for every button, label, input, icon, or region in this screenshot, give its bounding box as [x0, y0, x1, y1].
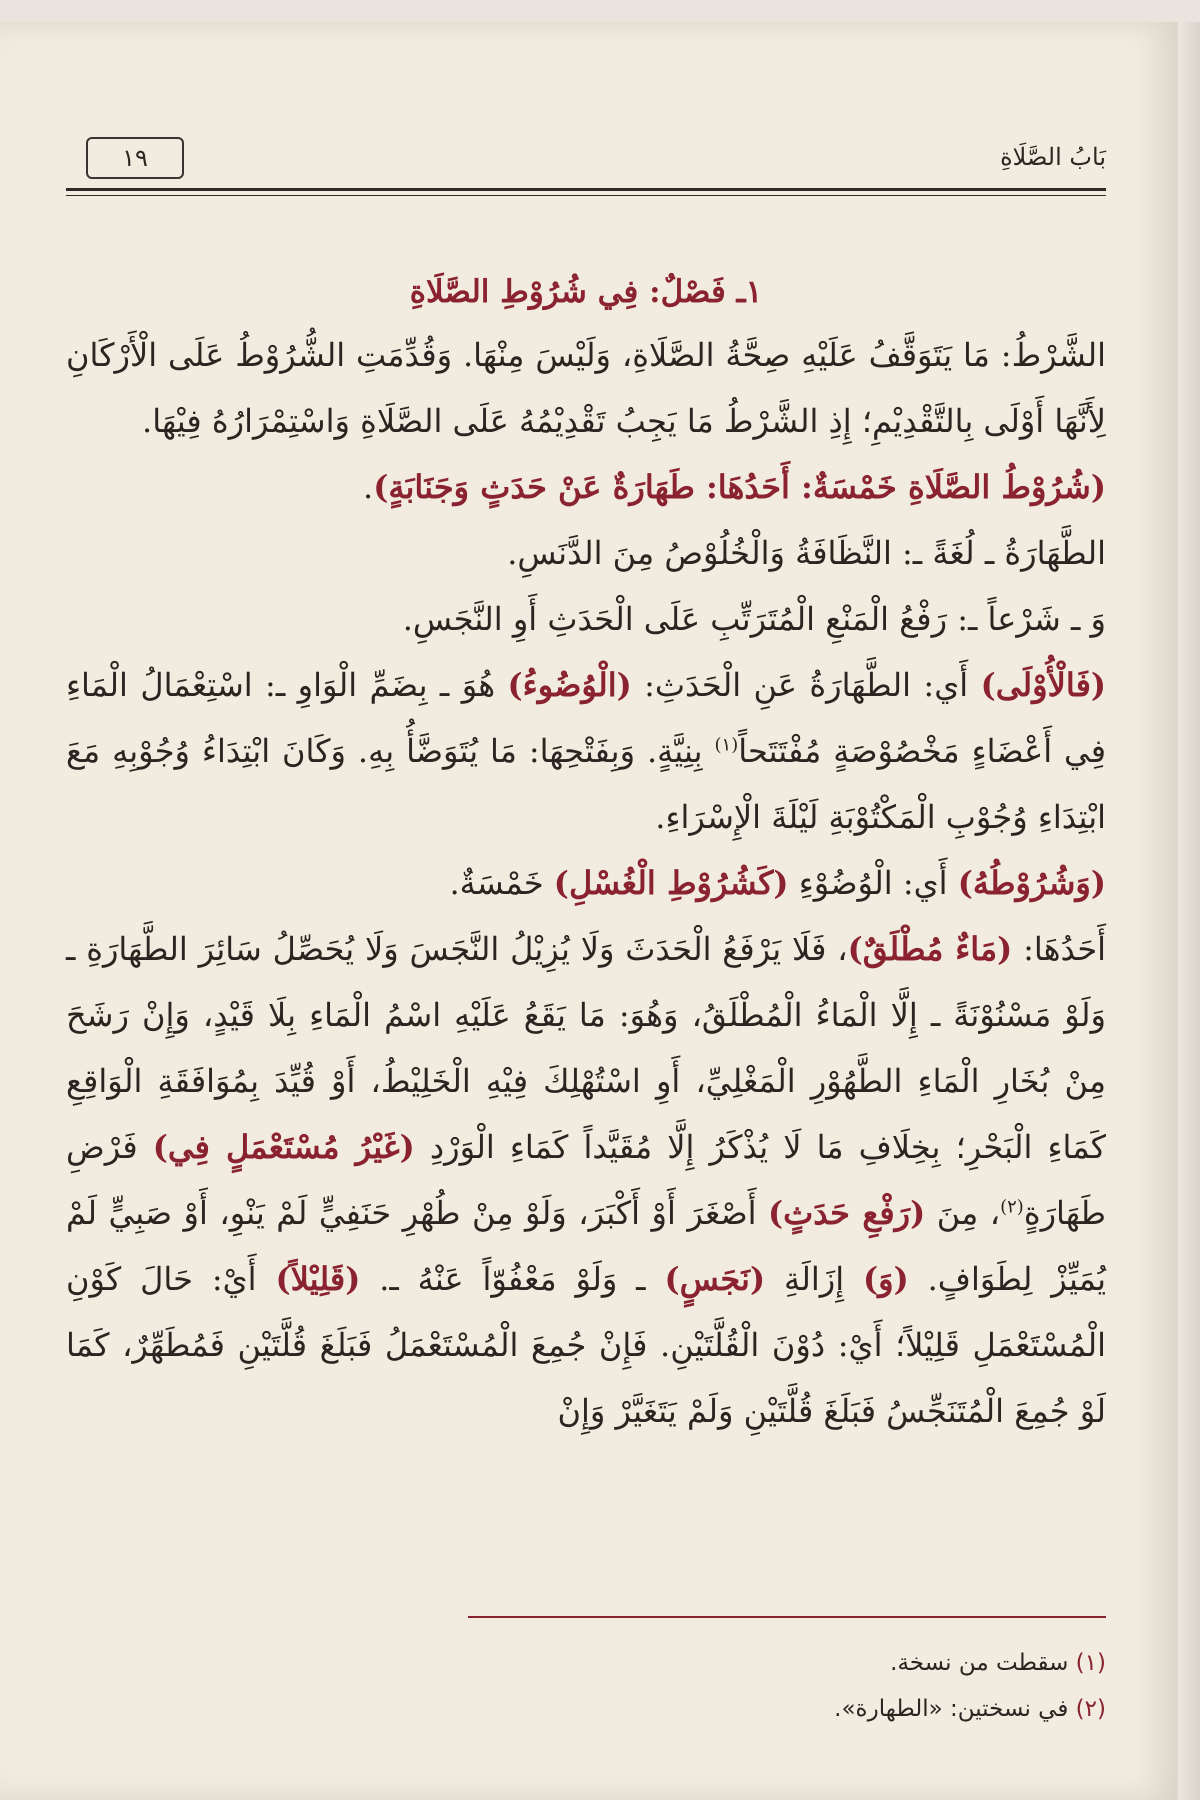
header-rule [66, 188, 1106, 191]
book-page [0, 22, 1178, 1800]
matn-text: (نَجَسٍ) [664, 1260, 766, 1298]
matn-text: (مَاءٌ مُطْلَقٌ) [847, 930, 1013, 968]
chapter-title: بَابُ الصَّلَاةِ [1000, 143, 1106, 171]
footnote-marker: (٢) [1000, 1196, 1024, 1218]
paragraph-conditions [66, 454, 1106, 520]
paragraph-text: إِزَالَةِ [765, 1260, 864, 1298]
matn-text: (غَيْرُ مُسْتَعْمَلٍ فِي) [152, 1128, 415, 1166]
header-rule-thin [66, 195, 1106, 196]
paragraph-text: ، فَلَا يَرْفَعُ الْحَدَثَ وَلَا يُزِيْلُ النَّجَسَ وَلَا يُحَصِّلُ سَائِرَ الطَّهَارَةِ ـ وَلَوْ مَسْنُوْنَةً ـ إِلَّا الْمَاءُ الْمُطْلَقُ، وَهُوَ: مَا يَقَعُ عَلَيْهِ اسْمُ الْمَاءِ بِلَا قَيْدٍ، وَإِنْ رَشَحَ مِنْ بُخَارِ الْمَاءِ الطَّهُوْرِ الْمَغْلِيِّ، أَوِ اسْتُهْلِكَ فِيْهِ الْخَلِيْطُ، أَوْ قُيِّدَ بِمُوَافَقَةِ الْوَاقِعِ كَمَاءِ الْبَحْرِ؛ بِخِلَافِ مَا لَا يُذْكَرُ إِلَّا مُقَيَّداً كَمَاءِ الْوَرْدِ [66, 930, 1107, 1166]
matn-text: (رَفْعِ حَدَثٍ) [768, 1194, 926, 1232]
section-heading: ١ـ فَصْلٌ: فِي شُرُوْطِ الصَّلَاةِ [409, 274, 763, 310]
footnote-2 [66, 1686, 1106, 1732]
book-spine-shadow [1178, 22, 1200, 1800]
paragraph-language-meaning: الطَّهَارَةُ ـ لُغَةً ـ: النَّظَافَةُ وَالْخُلُوْصُ مِنَ الدَّنَسِ. [507, 534, 1106, 572]
paragraph-text: خَمْسَةٌ. [449, 864, 554, 902]
footnote-1 [66, 1640, 1106, 1686]
footnote-number: (١) [1075, 1650, 1106, 1676]
paragraph-wudu [66, 652, 1106, 850]
paragraph-text: هُوَ ـ بِضَمِّ الْوَاوِ ـ: اسْتِعْمَالُ الْمَاءِ فِي أَعْضَاءٍ مَخْصُوْصَةٍ مُفْتَتَحاً [66, 666, 1107, 770]
matn-text: (وَ) [863, 1260, 909, 1298]
paragraph-text: ، مِنَ [925, 1194, 1001, 1232]
matn-text: (فَالْأُوْلَى) [980, 666, 1107, 704]
footnote-separator [468, 1616, 1106, 1618]
matn-text: (شُرُوْطُ الصَّلَاةِ خَمْسَةٌ: أَحَدُهَا: طَهَارَةٌ عَنْ حَدَثٍ وَجَنَابَةٍ) [373, 468, 1106, 506]
footnote-marker: (١) [714, 734, 739, 756]
matn-text: (الْوُضُوءُ) [507, 666, 632, 704]
page-number: ١٩ [86, 137, 184, 179]
paragraph-text: أَي: الطَّهَارَةُ عَنِ الْحَدَثِ: [631, 666, 981, 704]
matn-text: (قَلِيْلاً) [275, 1260, 361, 1298]
main-text [66, 262, 1106, 1444]
paragraph-text: . [363, 468, 374, 506]
page-header [66, 135, 1106, 195]
paragraph-wudu-conditions [66, 850, 1106, 916]
matn-text: (وَشُرُوْطُهُ) [957, 864, 1106, 902]
paragraph-text: بِنِيَّةٍ. وَبِفَتْحِهَا: مَا يُتَوَضَّأُ بِهِ. وَكَانَ ابْتِدَاءُ وُجُوْبِهِ مَعَ ابْتِدَاءِ وُجُوْبِ الْمَكْتُوْبَةِ لَيْلَةَ الْإِسْرَاءِ. [66, 732, 1106, 836]
paragraph-text: أَحَدُهَا: [1012, 930, 1107, 968]
paragraph-text: فَرْضِ طَهَارَةٍ [66, 1128, 1107, 1232]
footnote-number: (٢) [1075, 1696, 1106, 1722]
footnote-text: سقطت من نسخة. [890, 1650, 1069, 1676]
matn-text: (كَشُرُوْطِ الْغُسْلِ) [553, 864, 789, 902]
paragraph-text: أَي: الْوُضُوْءِ [788, 864, 958, 902]
paragraph-legal-meaning: وَ ـ شَرْعاً ـ: رَفْعُ الْمَنْعِ الْمُتَرَتِّبِ عَلَى الْحَدَثِ أَوِ النَّجَسِ. [402, 600, 1106, 638]
paragraph-text: ـ وَلَوْ مَعْفُوّاً عَنْهُ ـ. [360, 1260, 665, 1298]
paragraph-definition: الشَّرْطُ: مَا يَتَوَقَّفُ عَلَيْهِ صِحَّةُ الصَّلَاةِ، وَلَيْسَ مِنْهَا. وَقُدِّمَتِ الشُّرُوْطُ عَلَى الْأَرْكَانِ لِأَنَّهَا أَوْلَى بِالتَّقْدِيْمِ؛ إِذِ الشَّرْطُ مَا يَجِبُ تَقْدِيْمُهُ عَلَى الصَّلَاةِ وَاسْتِمْرَارُهُ فِيْهَا. [66, 336, 1106, 440]
paragraph-text: أَصْغَرَ أَوْ أَكْبَرَ، وَلَوْ مِنْ طُهْرِ حَنَفِيٍّ لَمْ يَنْوِ، أَوْ صَبِيٍّ لَمْ يُمَيِّزْ لِطَوَافٍ. [66, 1194, 1107, 1298]
footnote-text: في نسختين: «الطهارة». [834, 1696, 1069, 1722]
footnotes [66, 1640, 1106, 1732]
paragraph-text: أَيْ: حَالَ كَوْنِ الْمُسْتَعْمَلِ قَلِيْلاً؛ أَيْ: دُوْنَ الْقُلَّتَيْنِ. فَإِنْ جُمِعَ الْمُسْتَعْمَلُ فَبَلَغَ قُلَّتَيْنِ فَمُطَهِّرٌ، كَمَا لَوْ جُمِعَ الْمُتَنَجِّسُ فَبَلَغَ قُلَّتَيْنِ وَلَمْ يَتَغَيَّرْ وَإِنْ [66, 1260, 1106, 1430]
paragraph-pure-water [66, 916, 1106, 1444]
